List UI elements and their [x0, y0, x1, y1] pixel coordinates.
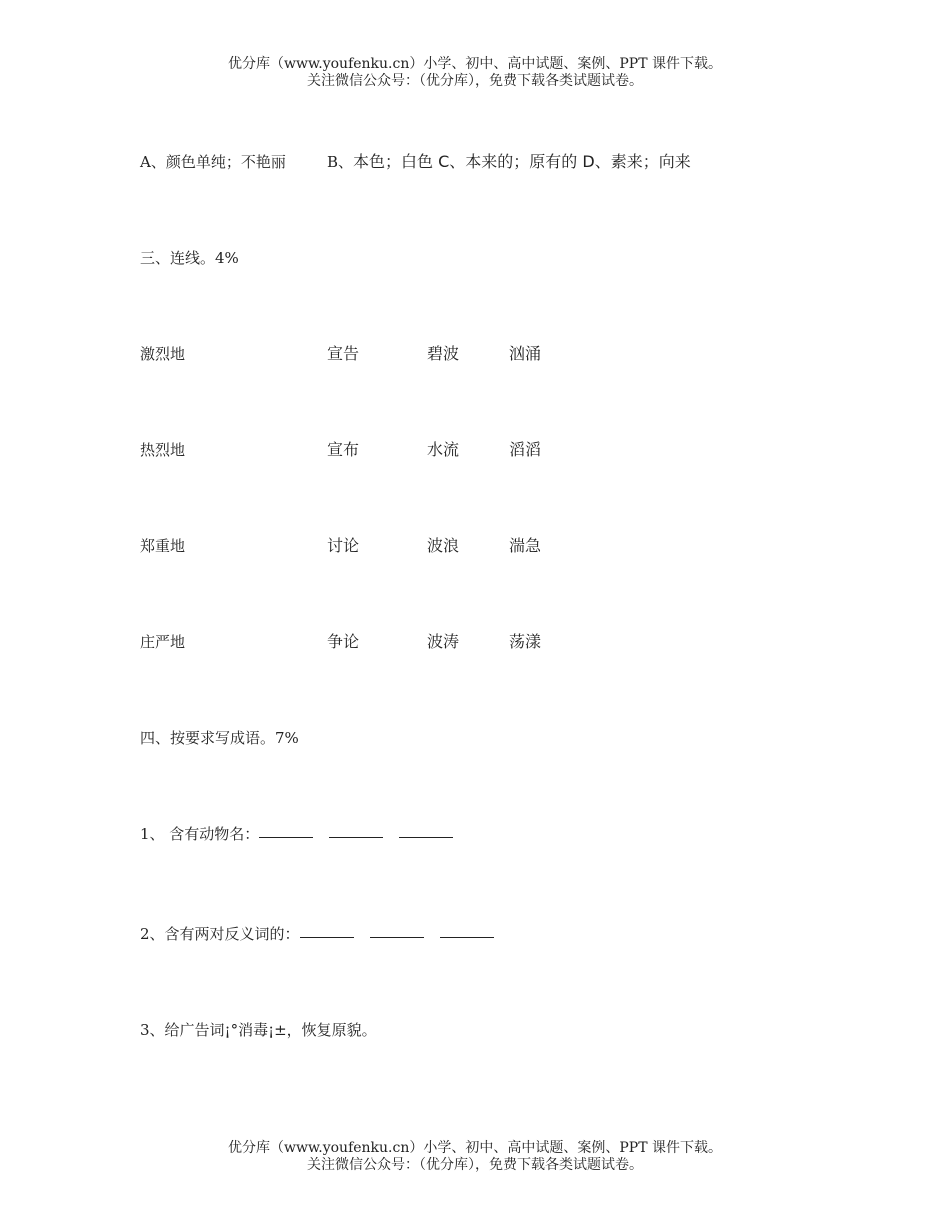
header-line-1: 优分库（www.youfenku.cn）小学、初中、高中试题、案例、PPT 课件下载。	[227, 56, 722, 72]
matching-word: 滔滔	[509, 440, 542, 459]
matching-word: 汹涌	[509, 344, 542, 363]
question-2	[140, 924, 510, 944]
matching-word: 波涛	[427, 632, 460, 651]
matching-word: 宣告	[327, 344, 360, 363]
header-line-2: 关注微信公众号：（优分库），免费下载各类试题试卷。	[307, 73, 643, 89]
answer-blank[interactable]	[300, 936, 354, 938]
footer-line-2: 关注微信公众号：（优分库），免费下载各类试题试卷。	[307, 1157, 643, 1173]
matching-word: 水流	[427, 440, 460, 459]
question-1-text: 1、 含有动物名：	[140, 825, 260, 843]
option-b-label: B、	[327, 153, 354, 171]
question-2-text: 2、含有两对反义词的：	[140, 925, 300, 943]
matching-left-item: 激烈地	[140, 345, 186, 363]
answer-blank[interactable]	[440, 936, 494, 938]
option-a: A、颜色单纯；不艳丽	[140, 153, 286, 171]
footer-line-1: 优分库（www.youfenku.cn）小学、初中、高中试题、案例、PPT 课件下载。	[227, 1140, 722, 1156]
matching-left-item: 庄严地	[140, 633, 186, 651]
matching-left-item: 郑重地	[140, 537, 186, 555]
answer-blank[interactable]	[399, 836, 453, 838]
page-header	[0, 56, 950, 90]
matching-word: 湍急	[509, 536, 542, 555]
matching-word: 宣布	[327, 440, 360, 459]
section-4-title: 四、按要求写成语。7%	[140, 729, 299, 747]
matching-word: 荡漾	[509, 632, 542, 651]
matching-word: 碧波	[427, 344, 460, 363]
matching-word: 争论	[327, 632, 360, 651]
section-3-title: 三、连线。4%	[140, 249, 239, 267]
options-b-d	[327, 152, 691, 172]
answer-blank[interactable]	[329, 836, 383, 838]
matching-left-item: 热烈地	[140, 441, 186, 459]
matching-word: 讨论	[327, 536, 360, 555]
answer-blank[interactable]	[370, 936, 424, 938]
page-footer	[0, 1140, 950, 1174]
matching-word: 波浪	[427, 536, 460, 555]
question-3: 3、给广告词¡°消毒¡±，恢复原貌。	[140, 1021, 377, 1039]
option-b-to-d-text: 本色；白色 C、本来的；原有的 D、素来；向来	[353, 152, 691, 171]
question-1	[140, 824, 469, 844]
answer-blank[interactable]	[259, 836, 313, 838]
